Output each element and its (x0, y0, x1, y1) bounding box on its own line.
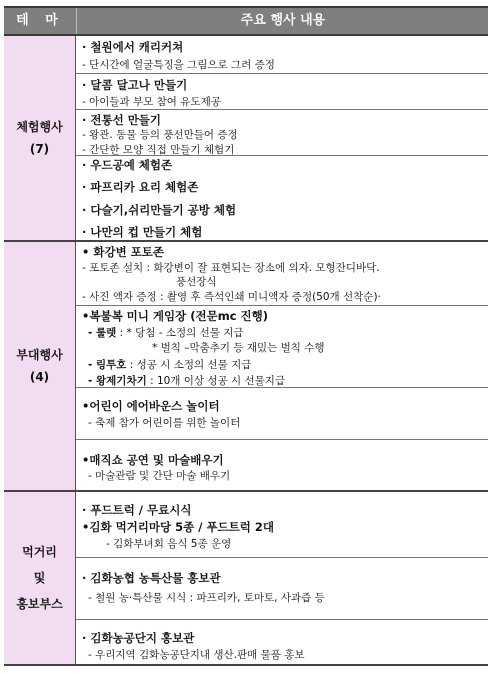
list-item (76, 492, 488, 558)
list-item (76, 36, 488, 74)
theme-count: (7) (29, 142, 50, 156)
item-desc: - 왕관. 동물 등의 풍선만들어 증정 (82, 129, 238, 141)
item-desc: - 우리지역 김화농공단지내 생산.판매 물품 홍보 (88, 649, 305, 661)
item-title: •매직쇼 공연 및 마술배우기 (82, 453, 224, 467)
item-title: · 파프리카 요리 체험존 (82, 180, 199, 194)
item-desc: - 축제 참가 어린이를 위한 놀이터 (88, 417, 241, 429)
item-desc: - 마술관람 및 간단 마술 배우기 (88, 470, 231, 482)
section-side-events (4, 242, 488, 492)
section-theme (4, 492, 76, 664)
list-item (76, 388, 488, 440)
item-desc: - 김화부녀회 음식 5종 운영 (106, 538, 232, 550)
theme-count: (4) (29, 370, 50, 384)
item-title: · 철원에서 캐리커쳐 (82, 40, 184, 54)
item-title: · 다슬기,쉬리만들기 공방 체험 (82, 203, 237, 217)
item-desc: - 사진 액자 증정 : 촬영 후 즉석인쇄 미니액자 증정(50개 선착순)· (82, 291, 381, 303)
list-item (76, 110, 488, 156)
list-item (76, 620, 488, 666)
item-title: •복불복 미니 게임장 (전문mc 진행) (82, 309, 268, 323)
item-desc: - 포토존 설치 : 화강변이 잘 표현되는 장소에 의자. 모형잔디바닥. (82, 262, 380, 274)
list-item (76, 440, 488, 492)
section-content (76, 242, 488, 490)
section-food-promo (4, 492, 488, 666)
item-title: • 화강변 포토존 (82, 245, 165, 259)
theme-label: 및 (33, 571, 46, 585)
list-item (76, 156, 488, 242)
theme-label: 홍보부스 (16, 597, 63, 611)
item-title: •김화 먹거리마당 5종 / 푸드트럭 2대 (82, 520, 274, 534)
item-desc: - 아이들과 부모 참여 유도제공 (82, 96, 221, 108)
list-item (76, 74, 488, 110)
item-title: · 김화농공단지 홍보관 (82, 631, 195, 645)
list-item (76, 558, 488, 620)
list-item (76, 306, 488, 388)
header-theme: 테 마 (16, 13, 64, 28)
item-desc: * 벌칙 –막춤추기 등 재밌는 벌칙 수행 (152, 342, 325, 354)
section-theme (4, 242, 76, 490)
item-title: · 전통선 만들기 (82, 113, 162, 127)
list-item (76, 242, 488, 306)
item-desc: - 링투호 : 성공 시 소정의 선물 지급 (88, 359, 252, 371)
item-desc: - 단시간에 얼굴특징을 그림으로 그려 증정 (82, 59, 275, 71)
item-title: · 나만의 컵 만들기 체험 (82, 225, 203, 239)
theme-label: 부대행사 (16, 348, 63, 362)
theme-label: 체험행사 (16, 120, 63, 134)
event-table (4, 6, 488, 666)
item-title: · 우드공예 체험존 (82, 158, 173, 172)
section-content (76, 492, 488, 664)
item-title: •어린이 에어바운스 놀이터 (82, 399, 220, 413)
table-header (4, 6, 488, 36)
section-theme (4, 36, 76, 240)
header-content: 주요 행사 내용 (76, 8, 489, 34)
section-experience (4, 36, 488, 242)
item-title: · 김화농협 농특산물 홍보관 (82, 571, 221, 585)
item-desc: - 왕제기차기 : 10개 이상 성공 시 선물지급 (88, 375, 286, 387)
item-title: · 달콤 달고나 만들기 (82, 78, 188, 92)
item-desc: - 룰렛 : * 당첨 - 소정의 선물 지급 (88, 327, 244, 339)
item-title: · 푸드트럭 / 무료시식 (82, 503, 192, 517)
theme-label: 먹거리 (22, 545, 57, 559)
item-desc: 풍선장식 (176, 276, 217, 288)
item-desc: - 간단한 모양 직접 만들기 체험기 (82, 144, 235, 156)
section-content (76, 36, 488, 240)
item-desc: - 철원 농·특산물 시식 : 파프리카, 토마토, 사과즙 등 (88, 592, 325, 604)
